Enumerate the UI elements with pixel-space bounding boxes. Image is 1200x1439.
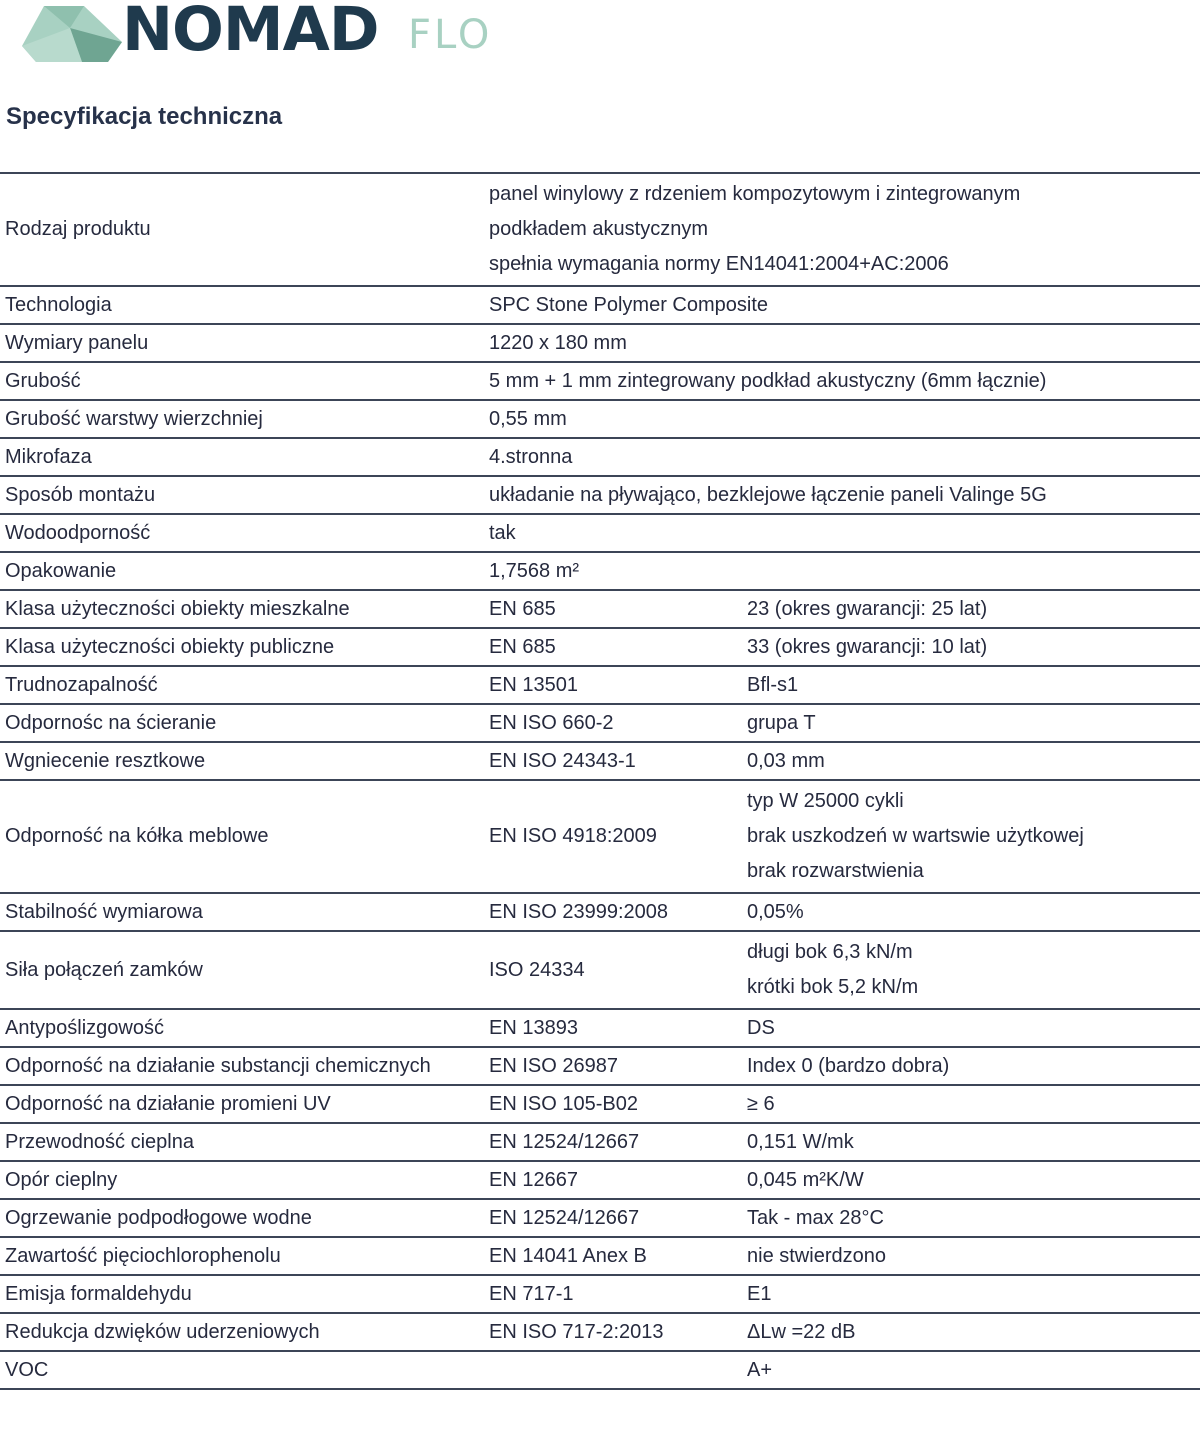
spec-detail-line: 33 (okres gwarancji: 10 lat): [747, 635, 988, 658]
spec-detail: [742, 780, 1200, 893]
spec-detail-line: 0,05%: [747, 900, 804, 923]
spec-detail-line: Bfl-s1: [747, 673, 799, 696]
table-row: [0, 931, 1200, 1009]
spec-detail-line: Tak - max 28°C: [747, 1206, 884, 1229]
spec-value-line: EN ISO 23999:2008: [489, 900, 669, 923]
spec-detail: [742, 893, 1200, 931]
spec-detail: [742, 666, 1200, 704]
table-row: [0, 1009, 1200, 1047]
spec-value: [484, 1123, 742, 1161]
spec-detail-line: A+: [747, 1358, 773, 1381]
spec-label: Antypoślizgowość: [0, 1009, 484, 1047]
table-row: [0, 1237, 1200, 1275]
spec-detail: [742, 931, 1200, 1009]
spec-value: [484, 324, 1200, 362]
spec-value-line: EN 13893: [489, 1016, 578, 1039]
spec-value: [484, 400, 1200, 438]
spec-value: [484, 704, 742, 742]
spec-value: [484, 590, 742, 628]
spec-label: Odporność na działanie promieni UV: [0, 1085, 484, 1123]
spec-label: Sposób montażu: [0, 476, 484, 514]
table-row: [0, 780, 1200, 893]
spec-label: Trudnozapalność: [0, 666, 484, 704]
spec-detail-line: długi bok 6,3 kN/m: [747, 941, 913, 963]
spec-detail: [742, 1199, 1200, 1237]
spec-detail-line: 0,045 m²K/W: [747, 1168, 864, 1191]
table-row: [0, 1085, 1200, 1123]
table-row: [0, 438, 1200, 476]
spec-value-line: EN 12524/12667: [489, 1130, 640, 1153]
brand-name: NOMAD: [122, 0, 379, 65]
spec-label: Grubość: [0, 362, 484, 400]
spec-value-line: EN 685: [489, 635, 556, 658]
spec-detail-line: Index 0 (bardzo dobra): [747, 1054, 950, 1077]
spec-detail: [742, 1275, 1200, 1313]
spec-detail-line: 0,03 mm: [747, 749, 825, 772]
table-row: [0, 893, 1200, 931]
spec-value: [484, 931, 742, 1009]
spec-value-line: tak: [489, 521, 516, 544]
spec-detail-line: brak uszkodzeń w wartswie użytkowej: [747, 825, 1084, 847]
table-row: [0, 704, 1200, 742]
spec-detail-line: ≥ 6: [747, 1092, 775, 1115]
table-row: [0, 628, 1200, 666]
spec-value: [484, 514, 1200, 552]
spec-detail: [742, 1237, 1200, 1275]
brand-logo: [22, 0, 493, 65]
spec-detail-line: DS: [747, 1016, 775, 1039]
spec-label: Opór cieplny: [0, 1161, 484, 1199]
spec-detail-line: 23 (okres gwarancji: 25 lat): [747, 597, 988, 620]
spec-value-line: EN 14041 Anex B: [489, 1244, 647, 1267]
spec-label: Zawartość pięciochlorophenolu: [0, 1237, 484, 1275]
spec-value-line: EN ISO 105-B02: [489, 1092, 638, 1115]
table-row: [0, 1123, 1200, 1161]
table-row: [0, 476, 1200, 514]
spec-detail: [742, 590, 1200, 628]
spec-detail: [742, 1351, 1200, 1389]
table-row: [0, 552, 1200, 590]
table-row: [0, 1313, 1200, 1351]
spec-detail-line: nie stwierdzono: [747, 1244, 886, 1267]
spec-value: [484, 1085, 742, 1123]
spec-detail: [742, 742, 1200, 780]
spec-label: Wymiary panelu: [0, 324, 484, 362]
spec-value-line: panel winylowy z rdzeniem kompozytowym i zintegrowanym: [489, 183, 1021, 205]
spec-value-line: 1220 x 180 mm: [489, 331, 627, 354]
spec-detail: [742, 628, 1200, 666]
spec-detail-line: 0,151 W/mk: [747, 1130, 854, 1153]
spec-value-line: EN ISO 4918:2009: [489, 825, 657, 847]
table-row: [0, 1047, 1200, 1085]
spec-value: [484, 1275, 742, 1313]
spec-detail: [742, 1123, 1200, 1161]
table-row: [0, 1351, 1200, 1389]
spec-label: Wodoodporność: [0, 514, 484, 552]
spec-value: [484, 666, 742, 704]
spec-value-line: 0,55 mm: [489, 407, 567, 430]
spec-detail-line: typ W 25000 cykli: [747, 790, 904, 812]
table-row: [0, 742, 1200, 780]
table-row: [0, 666, 1200, 704]
spec-value-line: EN 13501: [489, 673, 578, 696]
spec-label: Rodzaj produktu: [0, 173, 484, 286]
spec-detail-line: grupa T: [747, 711, 816, 734]
spec-value: [484, 286, 1200, 324]
spec-detail-line: E1: [747, 1282, 772, 1305]
spec-value-line: EN 717-1: [489, 1282, 574, 1305]
spec-label: Ogrzewanie podpodłogowe wodne: [0, 1199, 484, 1237]
table-row: [0, 1161, 1200, 1199]
table-row: [0, 514, 1200, 552]
spec-value: [484, 893, 742, 931]
spec-label: Klasa użyteczności obiekty publiczne: [0, 628, 484, 666]
spec-value-line: SPC Stone Polymer Composite: [489, 293, 769, 316]
spec-value: [484, 1351, 742, 1389]
spec-label: Siła połączeń zamków: [0, 931, 484, 1009]
spec-value: [484, 1161, 742, 1199]
spec-value: [484, 742, 742, 780]
spec-value: [484, 1047, 742, 1085]
spec-value: [484, 780, 742, 893]
spec-label: VOC: [0, 1351, 484, 1389]
table-row: [0, 1199, 1200, 1237]
spec-detail: [742, 1047, 1200, 1085]
table-row: [0, 324, 1200, 362]
spec-value: [484, 1237, 742, 1275]
house-icon: [22, 2, 122, 62]
spec-detail-line: ΔLw =22 dB: [747, 1320, 856, 1343]
spec-label: Opakowanie: [0, 552, 484, 590]
table-row: [0, 362, 1200, 400]
spec-label: Emisja formaldehydu: [0, 1275, 484, 1313]
spec-detail: [742, 704, 1200, 742]
spec-value-line: EN 12524/12667: [489, 1206, 640, 1229]
spec-label: Odporność na kółka meblowe: [0, 780, 484, 893]
spec-value-line: EN ISO 660-2: [489, 711, 614, 734]
spec-value-line: 4.stronna: [489, 445, 573, 468]
spec-value: [484, 1313, 742, 1351]
spec-label: Odpornośc na ścieranie: [0, 704, 484, 742]
spec-value-line: spełnia wymagania normy EN14041:2004+AC:2006: [489, 253, 949, 275]
spec-value: [484, 1199, 742, 1237]
spec-value-line: układanie na pływająco, bezklejowe łączenie paneli Valinge 5G: [489, 483, 1047, 506]
spec-label: Mikrofaza: [0, 438, 484, 476]
spec-value-line: EN ISO 717-2:2013: [489, 1320, 664, 1343]
spec-detail: [742, 1161, 1200, 1199]
spec-detail-line: krótki bok 5,2 kN/m: [747, 976, 919, 998]
spec-value: [484, 476, 1200, 514]
table-row: [0, 400, 1200, 438]
spec-value-line: EN ISO 24343-1: [489, 749, 636, 772]
spec-label: Redukcja dzwięków uderzeniowych: [0, 1313, 484, 1351]
table-row: [0, 590, 1200, 628]
table-row: [0, 286, 1200, 324]
spec-value-line: EN 12667: [489, 1168, 578, 1191]
spec-label: Klasa użyteczności obiekty mieszkalne: [0, 590, 484, 628]
spec-label: Wgniecenie resztkowe: [0, 742, 484, 780]
spec-label: Technologia: [0, 286, 484, 324]
spec-value-line: EN ISO 26987: [489, 1054, 618, 1077]
spec-label: Odporność na działanie substancji chemicznych: [0, 1047, 484, 1085]
spec-table: [0, 172, 1200, 1390]
brand-sub: FLO: [408, 12, 493, 58]
spec-detail-line: brak rozwarstwienia: [747, 860, 924, 882]
spec-label: Stabilność wymiarowa: [0, 893, 484, 931]
spec-label: Przewodność cieplna: [0, 1123, 484, 1161]
spec-value: [484, 173, 1200, 286]
spec-value-line: 1,7568 m²: [489, 559, 580, 582]
spec-value-line: ISO 24334: [489, 958, 585, 981]
spec-value-line: EN 685: [489, 597, 556, 620]
spec-value: [484, 362, 1200, 400]
spec-value-line: 5 mm + 1 mm zintegrowany podkład akustyczny (6mm łącznie): [489, 369, 1047, 392]
spec-value: [484, 628, 742, 666]
spec-value: [484, 552, 1200, 590]
spec-detail: [742, 1313, 1200, 1351]
table-row: [0, 173, 1200, 286]
spec-detail: [742, 1009, 1200, 1047]
page-title: Specyfikacja techniczna: [6, 103, 283, 130]
spec-value-line: podkładem akustycznym: [489, 218, 708, 240]
table-row: [0, 1275, 1200, 1313]
spec-detail: [742, 1085, 1200, 1123]
spec-value: [484, 1009, 742, 1047]
spec-label: Grubość warstwy wierzchniej: [0, 400, 484, 438]
spec-value: [484, 438, 1200, 476]
